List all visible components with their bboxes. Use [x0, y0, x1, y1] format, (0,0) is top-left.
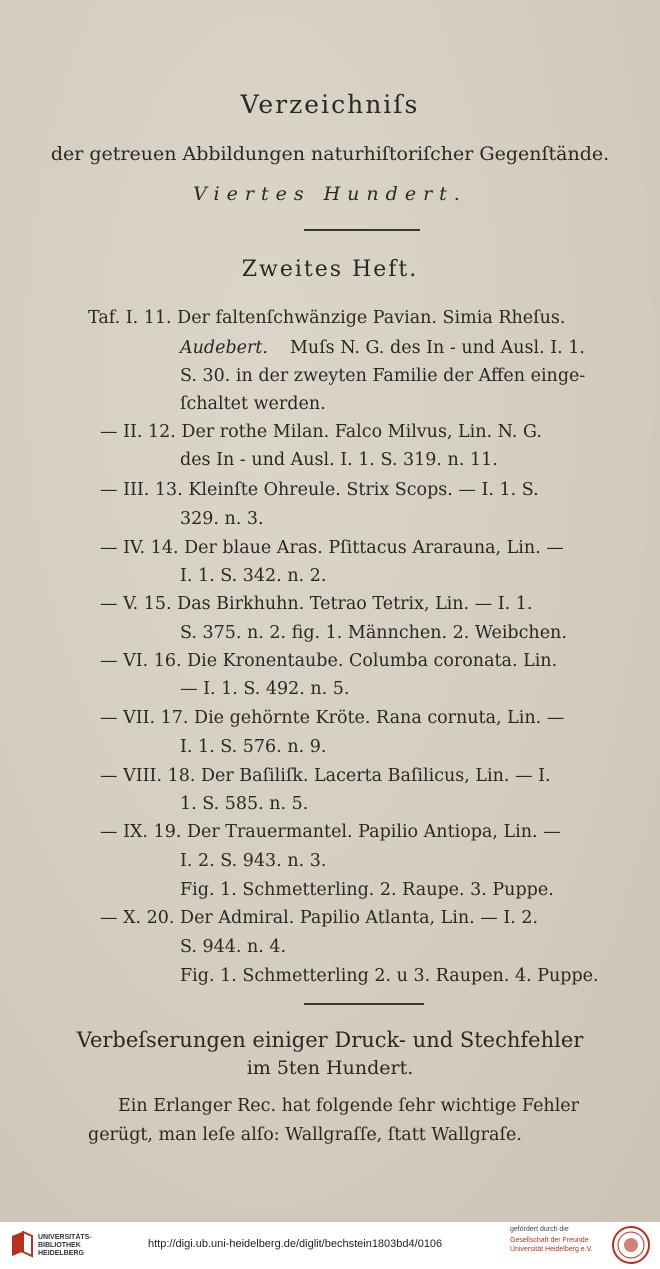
divider [304, 229, 420, 231]
library-name: UNIVERSITÄTS- BIBLIOTHEK HEIDELBERG [38, 1234, 92, 1257]
university-seal-icon [611, 1225, 651, 1265]
entry-line: 1. S. 585. n. 5. [180, 794, 309, 814]
entry-line: Fig. 1. Schmetterling. 2. Raupe. 3. Puppe. [180, 880, 554, 900]
entry-line: Taf. I. 11. Der faltenſchwänzige Pavian. Simia Rheſus. [88, 308, 566, 328]
entry-line-author: Audebert. [180, 338, 268, 358]
entry-line: — VIII. 18. Der Baſiliſk. Lacerta Baſilicus, Lin. — I. [100, 766, 551, 786]
entry-line: — X. 20. Der Admiral. Papilio Atlanta, Lin. — I. 2. [100, 908, 539, 928]
entry-line: ſchaltet werden. [180, 394, 326, 414]
sponsor-name: Gesellschaft der Freunde Universität Heidelberg e.V. [510, 1237, 593, 1253]
entry-line: — IX. 19. Der Trauermantel. Papilio Antiopa, Lin. — [100, 822, 561, 842]
entry-line: Muſs N. G. des In - und Ausl. I. 1. [290, 338, 585, 358]
century-heading: Viertes Hundert. [193, 183, 467, 205]
entry-line: des In - und Ausl. I. 1. S. 319. n. 11. [180, 450, 498, 470]
page-title: Verzeichniſs [240, 90, 420, 119]
entry-line: I. 1. S. 576. n. 9. [180, 737, 327, 757]
page-subtitle: der getreuen Abbildungen naturhiſtoriſcher Gegenſtände. [50, 143, 610, 165]
corrections-heading: Verbeſserungen einiger Druck- und Stechfehler [76, 1028, 584, 1052]
corrections-text-line: Ein Erlanger Rec. hat folgende ſehr wichtige Fehler [118, 1096, 580, 1116]
entry-line: 329. n. 3. [180, 509, 264, 529]
corrections-subheading: im 5ten Hundert. [246, 1057, 414, 1079]
entry-line: — VII. 17. Die gehörnte Kröte. Rana cornuta, Lin. — [100, 708, 565, 728]
entry-line: — I. 1. S. 492. n. 5. [180, 679, 350, 699]
entry-line: I. 2. S. 943. n. 3. [180, 851, 327, 871]
entry-line: — VI. 16. Die Kronentaube. Columba coronata. Lin. [100, 651, 558, 671]
entry-line: — IV. 14. Der blaue Aras. Pſittacus Ararauna, Lin. — [100, 538, 564, 558]
entry-line: S. 30. in der zweyten Familie der Affen einge- [180, 366, 586, 386]
section-heading: Zweites Heft. [241, 257, 419, 282]
entry-line: Fig. 1. Schmetterling 2. u 3. Raupen. 4. Puppe. [180, 966, 599, 986]
entry-line: — V. 15. Das Birkhuhn. Tetrao Tetrix, Lin. — I. 1. [100, 594, 533, 614]
footer-bar [0, 1222, 660, 1269]
entry-line: S. 944. n. 4. [180, 937, 287, 957]
entry-line: I. 1. S. 342. n. 2. [180, 566, 327, 586]
entry-line: — III. 13. Kleinſte Ohreule. Strix Scops. — I. 1. S. [100, 480, 539, 500]
sponsor-label: gefördert durch die [510, 1226, 569, 1233]
corrections-text-line: gerügt, man leſe alſo: Wallgraſſe, ſtatt Wallgraſe. [88, 1125, 522, 1145]
entry-line: S. 375. n. 2. fig. 1. Männchen. 2. Weibchen. [180, 623, 567, 643]
library-logo-icon [8, 1230, 36, 1260]
entry-line: — II. 12. Der rothe Milan. Falco Milvus, Lin. N. G. [100, 422, 542, 442]
source-url[interactable]: http://digi.ub.uni-heidelberg.de/diglit/bechstein1803bd4/0106 [148, 1238, 443, 1250]
divider [304, 1003, 424, 1005]
